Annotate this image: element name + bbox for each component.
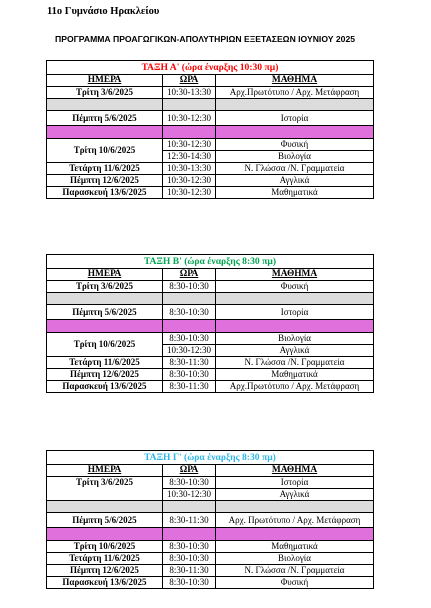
exam-subject: Φυσική [216,139,374,151]
header-time: ΩΡΑ [163,465,216,477]
table-row [47,163,374,175]
header-day: ΗΜΕΡΑ [47,269,163,281]
table-row [47,175,374,187]
schedule-table-class-c [46,450,374,589]
exam-subject: Ν. Γλώσσα /Ν. Γραμματεία [216,565,374,577]
header-row [47,465,374,477]
separator-row [47,293,374,305]
class-a-title: ΤΑΞΗ Α' (ώρα έναρξης 10:30 πμ) [47,61,374,75]
exam-day: Τετάρτη 11/6/2025 [47,163,163,175]
exam-time: 8:30-10:30 [163,369,216,381]
table-row [47,305,374,320]
table-row [47,565,374,577]
header-subject: ΜΑΘΗΜΑ [216,75,374,87]
exam-subject: Ν. Γλώσσα /Ν. Γραμματεία [216,163,374,175]
exam-day: Τρίτη 3/6/2025 [47,477,163,501]
exam-day: Παρασκευή 13/6/2025 [47,187,163,199]
exam-subject: Αρχ.Πρωτότυπο / Αρχ. Μετάφραση [216,381,374,393]
separator-row [47,99,374,111]
exam-time: 12:30-14:30 [163,151,216,163]
separator-row [47,528,374,541]
school-name: 11ο Γυμνάσιο Ηρακλείου [47,6,160,17]
exam-time: 10:30-12:30 [163,139,216,151]
table-row [47,381,374,393]
separator-row [47,320,374,333]
exam-time: 8:30-11:30 [163,513,216,528]
table-row [47,577,374,589]
exam-time: 10:30-12:30 [163,111,216,126]
exam-subject: Αγγλικά [216,175,374,187]
table-row [47,139,374,151]
header-subject: ΜΑΘΗΜΑ [216,465,374,477]
exam-time: 10:30-12:30 [163,187,216,199]
exam-time: 8:30-11:30 [163,565,216,577]
header-time: ΩΡΑ [163,75,216,87]
table-row [47,513,374,528]
exam-day: Τετάρτη 11/6/2025 [47,553,163,565]
table-row [47,553,374,565]
exam-subject: Ιστορία [216,111,374,126]
exam-day: Τρίτη 3/6/2025 [47,87,163,99]
exam-subject: Ιστορία [216,305,374,320]
header-time: ΩΡΑ [163,269,216,281]
exam-subject: Μαθηματικά [216,369,374,381]
header-day: ΗΜΕΡΑ [47,465,163,477]
exam-subject: Βιολογία [216,151,374,163]
exam-time: 10:30-12:30 [163,489,216,501]
header-subject: ΜΑΘΗΜΑ [216,269,374,281]
exam-day: Πέμπτη 12/6/2025 [47,565,163,577]
exam-day: Πέμπτη 12/6/2025 [47,369,163,381]
exam-time: 8:30-10:30 [163,333,216,345]
exam-time: 8:30-10:30 [163,477,216,489]
table-row [47,369,374,381]
table-row [47,477,374,489]
table-row [47,281,374,293]
document-title: ΠΡΟΓΡΑΜΜΑ ΠΡΟΑΓΩΓΙΚΩΝ-ΑΠΟΛΥΤΗΡΙΩΝ ΕΞΕΤΑΣΕΩΝ ΙΟΥΝΙΟΥ 2025 [55,34,356,44]
exam-time: 10:30-13:30 [163,163,216,175]
exam-day: Τρίτη 10/6/2025 [47,541,163,553]
table-row [47,187,374,199]
exam-day: Πέμπτη 5/6/2025 [47,111,163,126]
exam-time: 8:30-11:30 [163,357,216,369]
exam-time: 8:30-10:30 [163,541,216,553]
exam-subject: Βιολογία [216,333,374,345]
exam-day: Παρασκευή 13/6/2025 [47,577,163,589]
exam-time: 10:30-13:30 [163,87,216,99]
separator-row [47,501,374,513]
exam-subject: Αρχ.Πρωτότυπο / Αρχ. Μετάφραση [216,87,374,99]
exam-subject: Αγγλικά [216,489,374,501]
header-row [47,75,374,87]
exam-day: Παρασκευή 13/6/2025 [47,381,163,393]
schedule-table-class-a [46,60,374,199]
exam-time: 10:30-12:30 [163,175,216,187]
exam-time: 10:30-12:30 [163,345,216,357]
exam-time: 8:30-10:30 [163,281,216,293]
exam-day: Τρίτη 3/6/2025 [47,281,163,293]
exam-day: Πέμπτη 5/6/2025 [47,305,163,320]
exam-time: 8:30-11:30 [163,381,216,393]
exam-subject: Μαθηματικά [216,541,374,553]
exam-time: 8:30-10:30 [163,553,216,565]
exam-time: 8:30-10:30 [163,305,216,320]
exam-day: Τρίτη 10/6/2025 [47,139,163,163]
exam-day: Τρίτη 10/6/2025 [47,333,163,357]
exam-time: 8:30-10:30 [163,577,216,589]
exam-subject: Βιολογία [216,553,374,565]
exam-subject: Αγγλικά [216,345,374,357]
header-row [47,269,374,281]
schedule-table-class-b [46,254,374,393]
table-row [47,541,374,553]
class-b-title: ΤΑΞΗ Β' (ώρα έναρξης 8:30 πμ) [47,255,374,269]
class-c-title: ΤΑΞΗ Γ' (ώρα έναρξης 8:30 πμ) [47,451,374,465]
exam-day: Πέμπτη 5/6/2025 [47,513,163,528]
exam-day: Τετάρτη 11/6/2025 [47,357,163,369]
exam-subject: Φυσική [216,281,374,293]
table-row [47,111,374,126]
exam-subject: Ν. Γλώσσα /Ν. Γραμματεία [216,357,374,369]
exam-subject: Μαθηματικά [216,187,374,199]
table-row [47,357,374,369]
table-row [47,333,374,345]
exam-subject: Φυσική [216,577,374,589]
separator-row [47,126,374,139]
exam-subject: Αρχ. Πρωτότυπο / Αρχ. Μετάφραση [216,513,374,528]
exam-subject: Ιστορία [216,477,374,489]
header-day: ΗΜΕΡΑ [47,75,163,87]
table-row [47,87,374,99]
exam-day: Πέμπτη 12/6/2025 [47,175,163,187]
